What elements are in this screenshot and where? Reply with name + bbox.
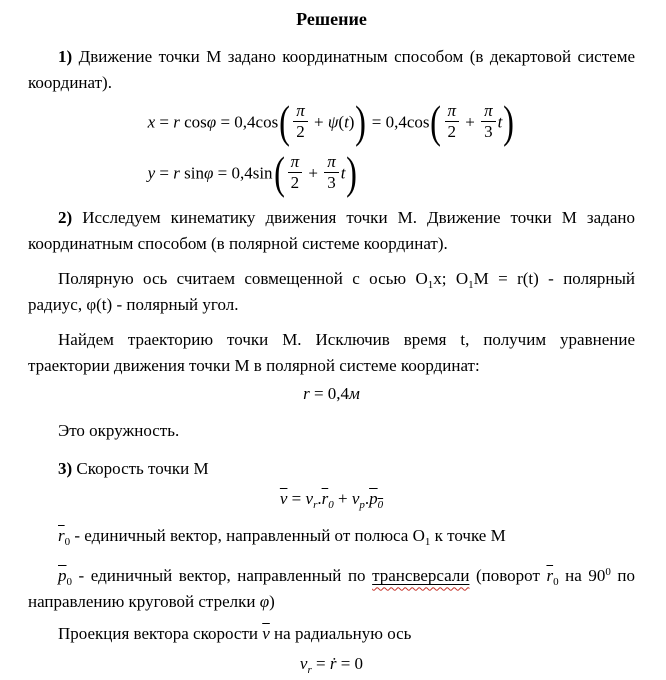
paragraph-polar: 2) Исследуем кинематику движения точки М. Движение точки М задано координатным способом (в полярной системе координат). [28,208,635,254]
paragraph-radial-projection: Проекция вектора скорости $\overline{v}$ на радиальную ось [58,624,412,644]
formula-y: y = r sinφ = 0,4sin( $\frac{\pi}{2}$ + $\frac{\pi}{3}$ t) [147,148,358,199]
paragraph-r0-definition: $\overline{r}_0$ - единичный вектор, направленный от полюса $О_1$ к точке М [58,526,506,549]
formula-velocity-wrap [28,486,635,511]
formula-group-xy [147,97,516,199]
formula-radial-velocity: $v_r$ = ṙ = 0 [299,654,364,677]
formula-radius-wrap [28,381,635,406]
formula-radius: r = 0,4м [303,384,360,404]
paragraph-p0-definition: $\overline{p}_0$ - единичный вектор, направленный по трансверсали (поворот $\overline{r}_0$ на $90^0$ по направлению круговой стрелки φ) [28,566,635,612]
formula-velocity-vector: $\overline{v} = v_r.\overline{r}_0 + v_p.p_0$ [279,489,384,512]
solution-title: Решение [296,9,367,29]
paragraph-trajectory: Найдем траекторию точки М. Исключив время t, получим уравнение траектории движения точки М в полярной системе координат: [28,330,635,376]
paragraph-polar-axis: Полярную ось считаем совмещенной с осью $О_1x$; $О_1М = r(t)$ - полярный радиус, φ(t) - полярный угол. [28,269,635,315]
paragraph-circle: Это окружность. [58,421,180,441]
paragraph-velocity-heading: 3) Скорость точки М [58,459,209,479]
formula-x: x = r cosφ = 0,4cos( $\frac{\pi}{2}$ + ψ(t)) = 0,4cos( $\frac{\pi}{2}$ + $\frac{\pi}{3}$ t) [147,97,515,148]
formula-block-xy [28,97,635,199]
paragraph-cartesian: 1) Движение точки М задано координатным способом (в декартовой системе координат). [28,47,636,92]
formula-radial-velocity-wrap [28,651,635,676]
